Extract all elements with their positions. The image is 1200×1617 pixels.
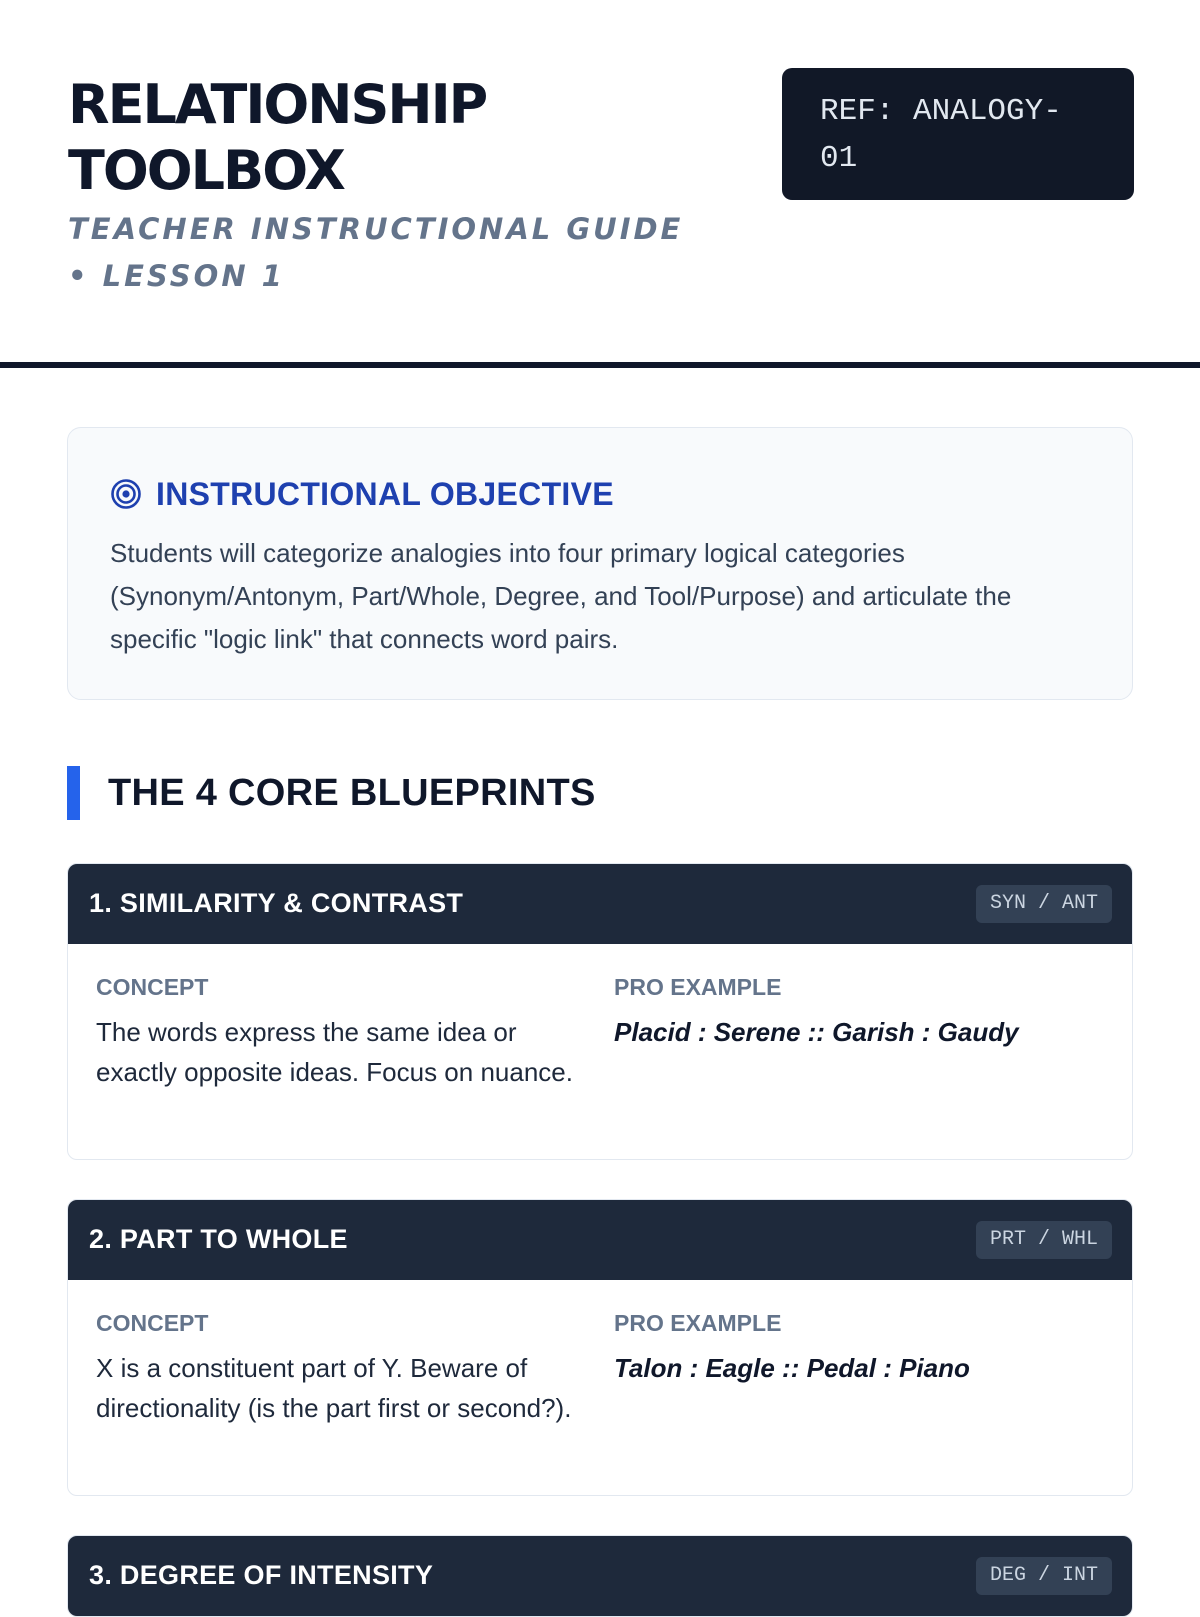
section-accent-bar (67, 766, 80, 820)
example-text: Placid : Serene :: Garish : Gaudy (614, 1017, 1019, 1047)
card-tag: PRT / WHL (976, 1221, 1112, 1259)
objective-header (110, 474, 614, 514)
example-text: Talon : Eagle :: Pedal : Piano (614, 1353, 970, 1383)
section-heading (67, 766, 596, 820)
blueprint-card-similarity (67, 863, 1133, 1160)
concept-text: X is a constituent part of Y. Beware of directionality (is the part first or second?). (96, 1353, 572, 1423)
concept-text: The words express the same idea or exactly opposite ideas. Focus on nuance. (96, 1017, 573, 1087)
concept-label: CONCEPT (96, 1310, 209, 1336)
concept-label: CONCEPT (96, 974, 209, 1000)
card-header (68, 1536, 1132, 1616)
reference-badge: REF: ANALOGY-01 (782, 68, 1134, 200)
card-title: 1. SIMILARITY & CONTRAST (89, 888, 464, 918)
card-body (68, 944, 1132, 1159)
card-tag: SYN / ANT (976, 885, 1112, 923)
objective-title: INSTRUCTIONAL OBJECTIVE (156, 475, 614, 512)
example-label: PRO EXAMPLE (614, 974, 782, 1000)
page-title: RELATIONSHIP TOOLBOX (68, 73, 487, 202)
card-tag: DEG / INT (976, 1557, 1112, 1595)
card-body (68, 1280, 1132, 1495)
objective-panel (67, 427, 1133, 700)
target-icon (110, 478, 142, 510)
section-title: THE 4 CORE BLUEPRINTS (108, 771, 596, 814)
blueprint-card-part-whole (67, 1199, 1133, 1496)
card-header (68, 1200, 1132, 1280)
page-header (0, 0, 1200, 368)
page-subtitle: TEACHER INSTRUCTIONAL GUIDE • LESSON 1 (68, 212, 684, 293)
card-header (68, 864, 1132, 944)
blueprint-card-degree (67, 1535, 1133, 1617)
card-title: 3. DEGREE OF INTENSITY (89, 1560, 434, 1590)
objective-text: Students will categorize analogies into four primary logical categories (Synonym/Antonym, Part/Whole, Degree, and Tool/Purpose) and articulate the specific "logic link" that connects word pairs. (110, 538, 1012, 654)
card-title: 2. PART TO WHOLE (89, 1224, 348, 1254)
example-label: PRO EXAMPLE (614, 1310, 782, 1336)
